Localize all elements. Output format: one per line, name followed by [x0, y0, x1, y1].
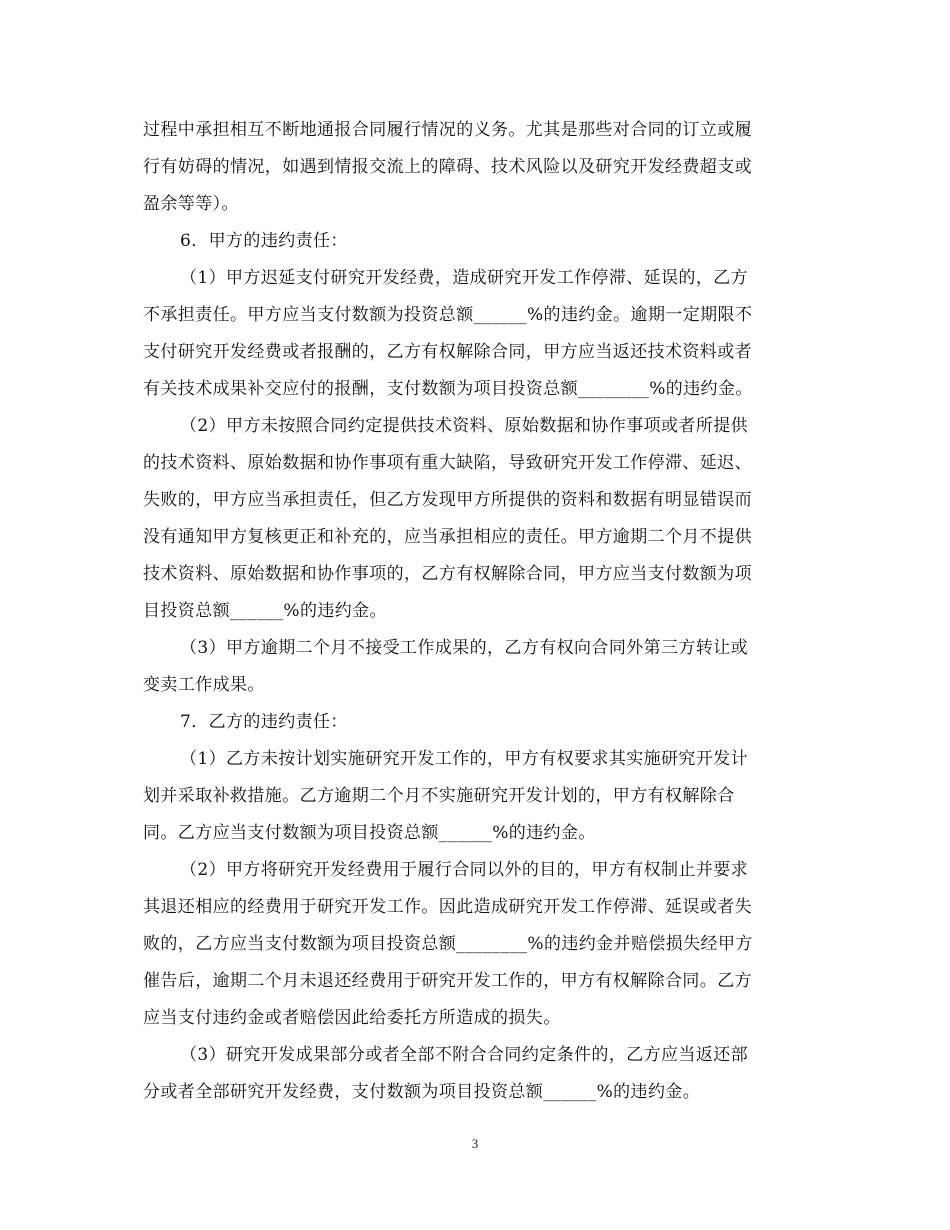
text-line: （2）甲方将研究开发经费用于履行合同以外的目的，甲方有权制止并要求: [180, 860, 749, 880]
text-line: 划并采取补救措施。乙方逾期二个月不实施研究开发计划的，甲方有权解除合: [143, 786, 735, 806]
text-line: 不承担责任。甲方应当支付数额为投资总额______%的违约金。逾期一定期限不: [143, 305, 753, 325]
text-line: 技术资料、原始数据和协作事项的，乙方有权解除合同，甲方应当支付数额为项: [143, 564, 752, 584]
text-line: 败的，乙方应当支付数额为项目投资总额________%的违约金并赔偿损失经甲方: [143, 934, 753, 954]
text-line: （2）甲方未按照合同约定提供技术资料、原始数据和协作事项或者所提供: [180, 416, 749, 436]
text-line: （3）甲方逾期二个月不接受工作成果的，乙方有权向合同外第三方转让或: [180, 638, 749, 658]
text-line: 行有妨碍的情况，如遇到情报交流上的障碍、技术风险以及研究开发经费超支或: [143, 157, 752, 177]
text-line: 失败的，甲方应当承担责任，但乙方发现甲方所提供的资料和数据有明显错误而: [143, 490, 752, 510]
text-line: 过程中承担相互不断地通报合同履行情况的义务。尤其是那些对合同的订立或履: [143, 120, 752, 140]
text-line: 催告后，逾期二个月未退还经费用于研究开发工作的，甲方有权解除合同。乙方: [143, 971, 752, 991]
text-line: （1）甲方迟延支付研究开发经费，造成研究开发工作停滞、延误的，乙方: [180, 268, 749, 288]
text-line: （3）研究开发成果部分或者全部不附合合同约定条件的，乙方应当返还部: [180, 1045, 749, 1065]
section-heading: 6．甲方的违约责任：: [180, 231, 348, 251]
text-line: 目投资总额______%的违约金。: [143, 601, 387, 621]
text-line: 的技术资料、原始数据和协作事项有重大缺陷，导致研究开发工作停滞、延迟、: [143, 453, 752, 473]
text-line: 有关技术成果补交应付的报酬，支付数额为项目投资总额________%的违约金。: [143, 379, 753, 399]
text-line: （1）乙方未按计划实施研究开发工作的，甲方有权要求其实施研究开发计: [180, 749, 749, 769]
section-heading: 7．乙方的违约责任：: [180, 712, 348, 732]
text-line: 支付研究开发经费或者报酬的，乙方有权解除合同，甲方应当返还技术资料或者: [143, 342, 752, 362]
text-line: 没有通知甲方复核更正和补充的，应当承担相应的责任。甲方逾期二个月不提供: [143, 527, 752, 547]
text-line: 其退还相应的经费用于研究开发工作。因此造成研究开发工作停滞、延误或者失: [143, 897, 752, 917]
text-line: 同。乙方应当支付数额为项目投资总额______%的违约金。: [143, 823, 596, 843]
text-line: 应当支付违约金或者赔偿因此给委托方所造成的损失。: [143, 1008, 561, 1028]
text-line: 分或者全部研究开发经费，支付数额为项目投资总额______%的违约金。: [143, 1082, 701, 1102]
text-line: 盈余等等）。: [143, 194, 239, 214]
text-line: 变卖工作成果。: [143, 675, 265, 695]
page-number: 3: [471, 1136, 479, 1151]
